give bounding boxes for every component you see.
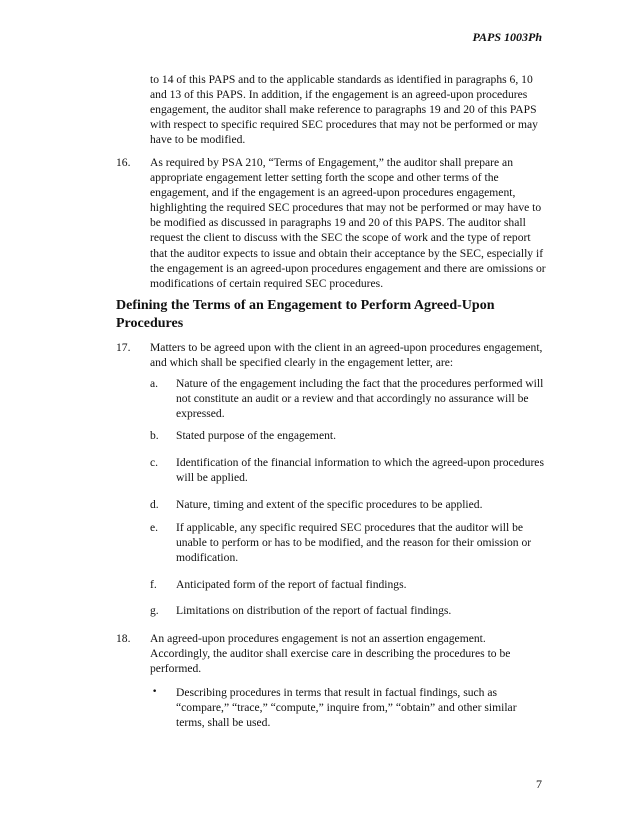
item-letter: e. — [150, 521, 159, 534]
item-text: Anticipated form of the report of factual findings. — [176, 578, 407, 591]
paragraph-16-text: As required by PSA 210, “Terms of Engagement,” the auditor shall prepare an appropriate engagement letter setting forth the scope and other terms of the engagement, and if the engagement is an agreed-upon procedures engagement, highlighting the required SEC procedures that may not be performed or may have to be modified as discussed in paragraphs 19 and 20 of this PAPS. The auditor shall request the client to discuss with the SEC the scope of work and the type of report that the auditor expects to issue and obtain their acceptance by the SEC, especially if the engagement is an agreed-upon procedures engagement and there are omissions or modifications of certain required SEC procedures. — [150, 156, 546, 290]
item-text: Nature, timing and extent of the specific procedures to be applied. — [176, 498, 483, 511]
paragraph-number-18: 18. — [116, 632, 131, 645]
item-letter: a. — [150, 377, 159, 390]
bullet-icon: • — [152, 687, 158, 697]
item-letter: g. — [150, 604, 159, 617]
item-text: Stated purpose of the engagement. — [176, 429, 337, 442]
item-letter: d. — [150, 498, 159, 511]
paragraph-number-16: 16. — [116, 156, 131, 169]
section-heading: Defining the Terms of an Engagement to Perform Agreed-Upon Procedures — [116, 298, 495, 331]
item-letter: c. — [150, 456, 159, 469]
paragraph-17-text: Matters to be agreed upon with the client in an agreed-upon procedures engagement, and which shall be specified clearly in the engagement letter, are: — [150, 341, 543, 370]
item-text: Limitations on distribution of the report of factual findings. — [176, 604, 452, 617]
item-text: Identification of the financial information to which the agreed-upon procedures will be applied. — [176, 456, 544, 485]
paragraph-number-17: 17. — [116, 341, 131, 354]
continuation-paragraph: to 14 of this PAPS and to the applicable standards as identified in paragraphs 6, 10 and 13 of this PAPS. In addition, if the engagement is an agreed-upon procedures engagement, the auditor shall make reference to paragraphs 19 and 20 of this PAPS with respect to specific required SEC procedures that may not be performed or may have to be modified. — [150, 73, 538, 147]
item-text: Nature of the engagement including the fact that the procedures performed will not constitute an audit or a review and that accordingly no assurance will be expressed. — [176, 377, 544, 421]
paragraph-18-text: An agreed-upon procedures engagement is not an assertion engagement. Accordingly, the auditor shall exercise care in describing the procedures to be performed. — [150, 632, 511, 676]
item-letter: b. — [150, 429, 159, 442]
item-text: If applicable, any specific required SEC procedures that the auditor will be unable to perform or has to be modified, and the reason for their omission or modification. — [176, 521, 532, 565]
bullet-text: Describing procedures in terms that result in factual findings, such as “compare,” “trace,” “compute,” inquire from,” “obtain” and other similar terms, shall be used. — [176, 686, 517, 730]
document-id-header: PAPS 1003Ph — [472, 30, 542, 44]
page-number: 7 — [536, 777, 542, 791]
item-letter: f. — [150, 578, 157, 591]
